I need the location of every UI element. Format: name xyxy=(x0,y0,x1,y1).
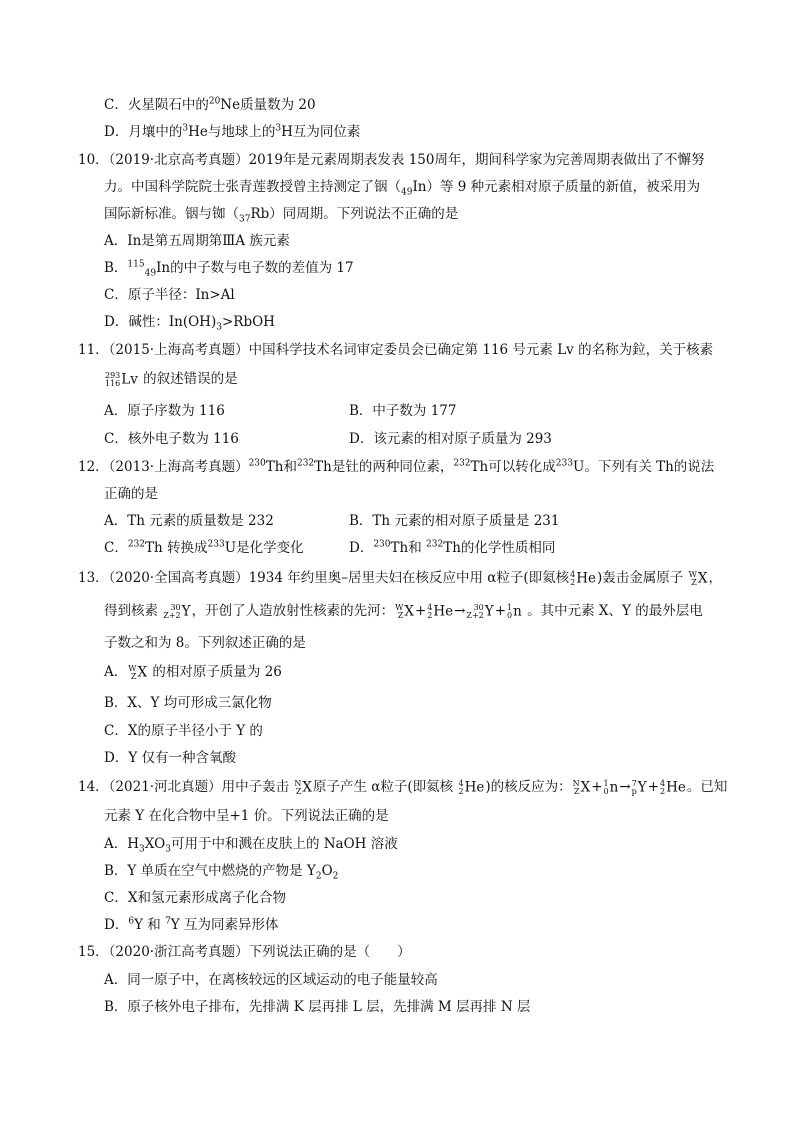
question-10-option-b: B．$^{115}_{49}$In的中子数与电子数的差值为 17 xyxy=(104,259,354,279)
option-d-q9: D．月壤中的$^3$He与地球上的$^3$H互为同位素 xyxy=(104,123,361,140)
question-14-line-2: 元素 Y 在化合物中呈+1 价。下列说法正确的是 xyxy=(104,808,389,824)
question-14-option-a: A．$H_3XO_3$可用于中和溅在皮肤上的 NaOH 溶液 xyxy=(104,836,398,855)
question-11-option-c: C．核外电子数为 116 xyxy=(104,431,239,447)
question-13-option-b: B．X、Y 均可形成三氯化物 xyxy=(104,695,272,711)
question-11-option-b: B．中子数为 177 xyxy=(349,403,457,419)
question-14-line-1: 14．（2021·河北真题）用中子轰击 N Z X原子产生 α粒子(即氦核 4 2 He)的核反应为： N Z X+ 1 0 n→ 7 p Y+ 4 2 He。已知 xyxy=(78,778,728,796)
question-13-line-1: 13．（2020·全国高考真题）1934 年约里奥–居里夫妇在核反应中用 α粒子(即氦核 4 2 He)轰击金属原子 W Z X， xyxy=(78,569,722,587)
question-11-option-a: A．原子序数为 116 xyxy=(104,403,225,419)
question-10-line-2: 力。中国科学院院士张青莲教授曾主持测定了铟$(_{49}In)$等 9 种元素相对原子质量的新值，被采用为 xyxy=(104,179,701,198)
question-13-option-d: D．Y 仅有一种含氧酸 xyxy=(104,750,237,766)
question-12-option-d: D．$^{230}$Th和 $^{232}$Th的化学性质相同 xyxy=(349,539,556,556)
question-12-option-c: C．$^{232}$Th 转换成$^{233}$U是化学变化 xyxy=(104,539,304,556)
question-13-option-a: A． W Z X 的相对原子质量为 26 xyxy=(104,663,282,681)
question-13-line-2: 得到核素 30 Z+2 Y，开创了人造放射性核素的先河： W Z X+ 4 2 He→ 30 Z+2 Y+ 1 0 n 。其中元素 X、Y 的最外层电 xyxy=(104,602,703,620)
option-c-q9: C．火星陨石中的$^{20}$Ne质量数为 20 xyxy=(104,96,316,113)
question-14-option-d: D．$^6$Y 和 $^7$Y 互为同素异形体 xyxy=(104,916,279,933)
question-15-option-a: A．同一原子中，在离核较远的区域运动的电子能量较高 xyxy=(104,972,438,988)
question-12-option-b: B．Th 元素的相对原子质量是 231 xyxy=(349,513,560,529)
question-12-option-a: A．Th 元素的质量数是 232 xyxy=(104,513,274,529)
question-13-line-3: 子数之和为 8。下列叙述正确的是 xyxy=(104,635,306,651)
question-10-line-3: 国际新标准。铟与铷$(_{37}Rb)$同周期。下列说法不正确的是 xyxy=(104,206,459,225)
question-10-option-c: C．原子半径：In>Al xyxy=(104,287,235,303)
question-11-line-2: 293 116 Lv 的叙述错误的是 xyxy=(105,370,238,388)
question-14-option-b: B．Y 单质在空气中燃烧的产物是 $Y_2O_2$ xyxy=(104,863,339,882)
question-12-line-1: 12．（2013·上海高考真题）$^{230}$Th和$^{232}$Th是钍的两种同位素，$^{232}$Th可以转化成$^{233}$U。下列有关 Th的说法 xyxy=(78,458,715,475)
question-10-option-d: D．碱性：$In(OH)_3>RbOH$ xyxy=(104,314,275,333)
question-10-option-a: A．In是第五周期第ⅢA 族元素 xyxy=(104,233,290,249)
question-11-line-1: 11．（2015·上海高考真题）中国科学技术名词审定委员会已确定第 116 号元素 Lv 的名称为鉝，关于核素 xyxy=(78,342,714,358)
question-14-option-c: C．X和氢元素形成离子化合物 xyxy=(104,890,286,906)
question-10-line-1: 10．（2019·北京高考真题）2019年是元素周期表发表 150周年，期间科学家为完善周期表做出了不懈努 xyxy=(78,152,705,168)
question-12-line-2: 正确的是 xyxy=(104,486,158,502)
question-11-option-d: D．该元素的相对原子质量为 293 xyxy=(349,431,552,447)
question-15-line-1: 15．（2020·浙江高考真题）下列说法正确的是（ ） xyxy=(78,944,411,960)
question-15-option-b: B．原子核外电子排布，先排满 K 层再排 L 层，先排满 M 层再排 N 层 xyxy=(104,999,531,1015)
question-13-option-c: C．X的原子半径小于 Y 的 xyxy=(104,723,263,739)
